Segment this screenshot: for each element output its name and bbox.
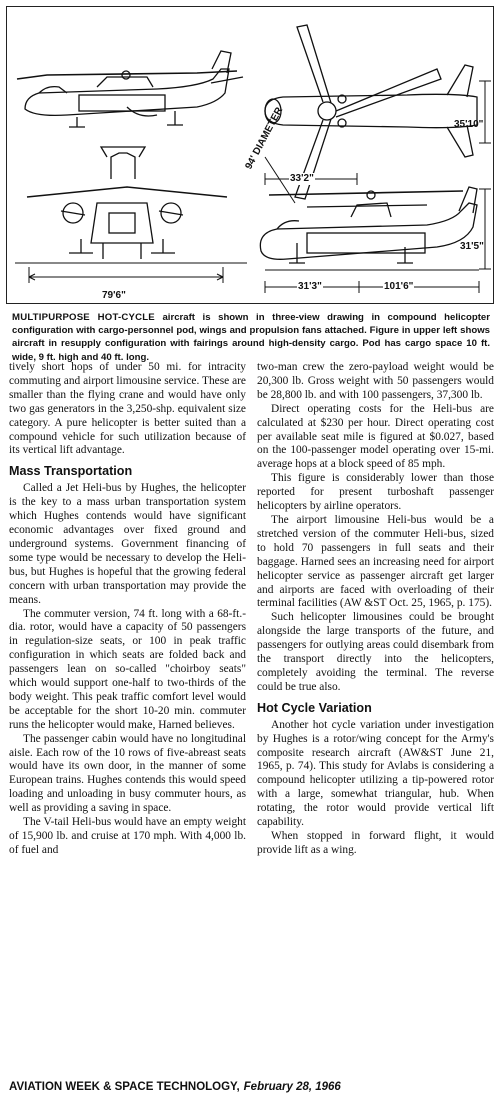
side-view-resupply-drawing [17, 51, 243, 127]
wing-span-label: 33'2" [290, 173, 314, 184]
heading-mass-transportation: Mass Transportation [9, 464, 133, 479]
right-paragraph-4: The airport limousine Heli-bus would be a stretched version of the commuter Heli-bus, sized to hold 70 passengers in full seats and their baggage. Harned sees an increasing need for airport helicopter service as passenger aircraft get larger and airports are faced with overloading of their terminal facilities (AW &ST Oct. 25, 1965, p. 175). [257, 513, 494, 610]
top-view-height-label: 35'10" [454, 119, 484, 130]
page-footer [9, 1080, 491, 1094]
publication-name: AVIATION WEEK & SPACE TECHNOLOGY, [9, 1081, 240, 1093]
rotor-diameter-word: DIAMETER [251, 105, 286, 157]
side-view-height-label: 31'5" [460, 241, 484, 252]
right-paragraph-2: Direct operating costs for the Heli-bus are calculated at $230 per hour. Direct operating cost per available seat mile is figured at $0.027, based on the 100-passenger model operating over 15-mi. average hops at a block speed of 85 mph. [257, 402, 494, 471]
right-paragraph-6: Another hot cycle variation under investigation by Hughes is a rotor/wing concept for the Army's composite research aircraft (AW&ST June 21, 1965, p. 74). This study for Avlabs is considering a compound helicopter utilizing a tip-powered rotor with a large, somewhat triangular, hub. When rotating, the rotor would provide vertical lift capability. [257, 718, 494, 829]
front-view-drawing [15, 147, 247, 283]
left-paragraph-4: The passenger cabin would have no longitudinal aisle. Each row of the 10 rows of five-abreast seats would have its own door, in the manner of some European trains. Hughes contends this would speed loading and unloading in busy commuter hours, as well as providing a saving in space. [9, 732, 246, 815]
right-paragraph-3: This figure is considerably lower than those reported for present turboshaft passenger helicopters by airline operators. [257, 472, 494, 513]
wheelbase-length-label: 31'3" [298, 281, 322, 292]
rotor-diameter-value: 94' [243, 154, 260, 172]
right-paragraph-1: two-man crew the zero-payload weight would be 20,300 lb. Gross weight with 50 passengers would be 28,800 lb. and with 100 passengers, 37,300 lb. [257, 361, 494, 401]
side-view-compound-drawing [260, 173, 491, 293]
left-paragraph-3: The commuter version, 74 ft. long with a 68-ft.-dia. rotor, would have a capacity of 50 passengers in regulation-size seats, or 100 in peak traffic configuration in which seats are folded back and passengers lean on so-called "choirboy seats" which would support one-half to two-thirds of the body weight. This peak traffic comfort level would be acceptable for the short 10-20 min. commuter runs the helicopter would make, Harned believes. [9, 607, 246, 731]
left-paragraph-2: Called a Jet Heli-bus by Hughes, the helicopter is the key to a mass urban transportation system which Hughes contends would have significant economic advantages over fixed ground and underground systems. Government financing of some type would be necessary to develop the Heli-bus, but Hughes is hopeful that the growing federal concern with urban transportation may provide the means. [9, 482, 246, 606]
publication-date: February 28, 1966 [243, 1081, 341, 1093]
overall-length-label: 101'6" [384, 281, 414, 292]
front-view-span-label: 79'6" [102, 290, 126, 301]
heading-hot-cycle-variation: Hot Cycle Variation [257, 700, 372, 715]
right-column [257, 361, 494, 858]
caption-body: aircraft is shown in three-view drawing in compound helicopter configuration with cargo-personnel pod, wings and propulsion fans attached. Figure in upper left shows aircraft in resupply configuration with fairings around high-density cargo. Pod has cargo space 10 ft. wide, 9 ft. high and 40 ft. long. [12, 312, 490, 363]
left-paragraph-5: The V-tail Heli-bus would have an empty weight of 15,900 lb. and cruise at 170 mph. With 4,000 lb. of fuel and [9, 816, 246, 856]
left-column [9, 361, 246, 858]
left-paragraph-1: tively short hops of under 50 mi. for intracity commuting and airport limousine service. These are smaller than the flying crane and would have only two gas generators in the 3,250-shp. equivalent size category. A pure helicopter is better suited than a compound vehicle for such utilization because of its vertical lift advantage. [9, 361, 246, 457]
right-paragraph-5: Such helicopter limousines could be brought alongside the large transports of the future, and passengers for outlying areas could disembark from the transport directly into the helicopters, completely avoiding the terminal. The reverse could be true also. [257, 611, 494, 693]
right-paragraph-7: When stopped in forward flight, it would provide lift as a wing. [257, 830, 494, 856]
figure-caption [12, 311, 490, 364]
three-view-figure [6, 6, 494, 304]
caption-lead: MULTIPURPOSE HOT-CYCLE [12, 312, 155, 323]
